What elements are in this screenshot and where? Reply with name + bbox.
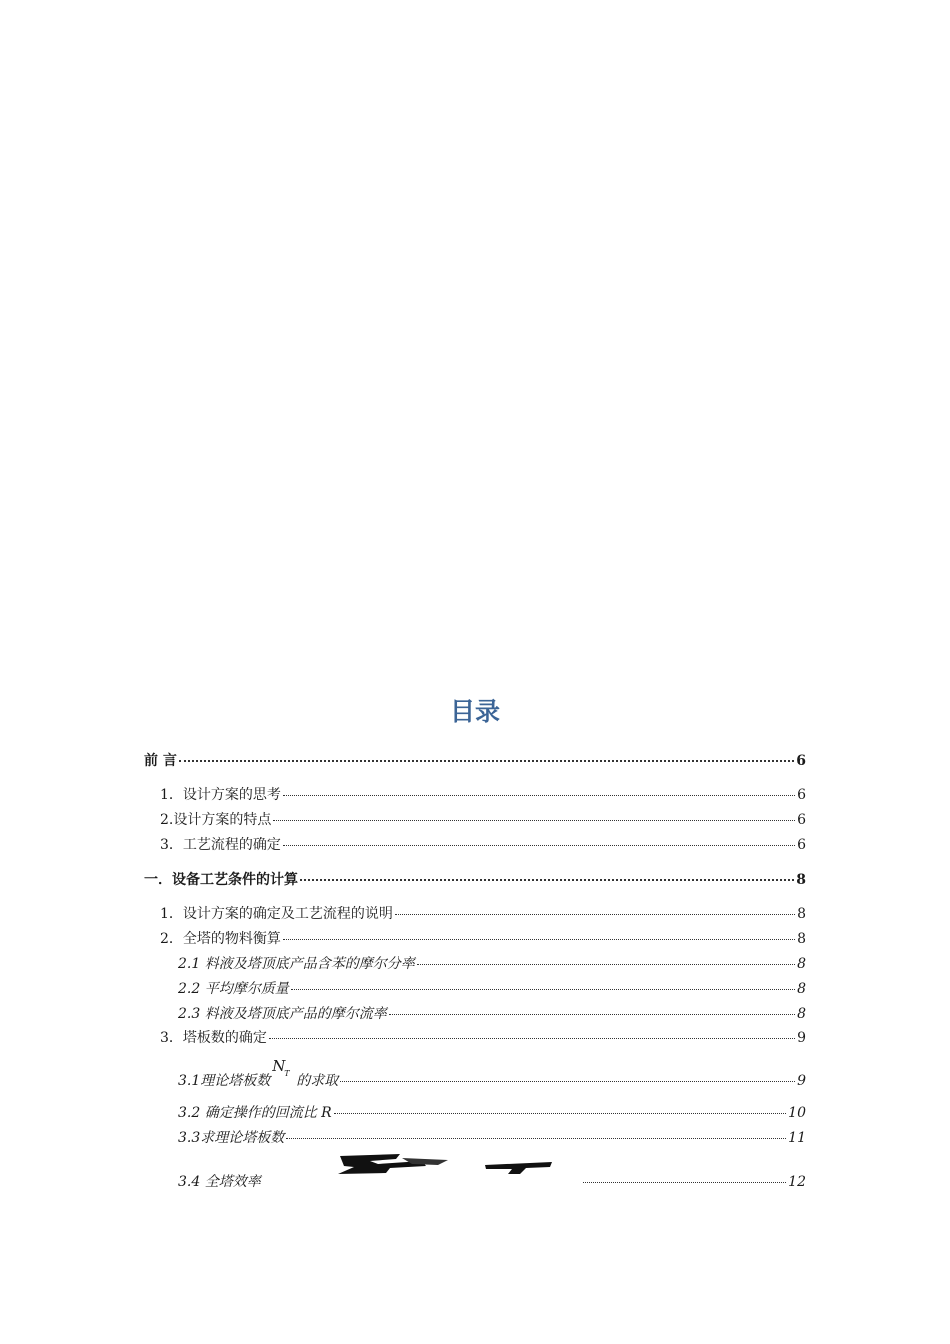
- toc-leader-dots: [417, 964, 795, 965]
- toc-entry-preface[interactable]: [144, 752, 806, 770]
- toc-entry-label: 3.4 全塔效率: [178, 1174, 261, 1190]
- toc-entry-page: 8: [796, 872, 806, 888]
- toc-leader-dots: [340, 1081, 795, 1082]
- toc-title: 目录: [449, 697, 500, 726]
- toc-entry-page: 6: [797, 837, 806, 853]
- toc-entry-label: 3.3求理论塔板数: [178, 1130, 285, 1146]
- toc-entry-label: 3．塔板数的确定: [160, 1030, 267, 1046]
- toc-entry-design-thinking[interactable]: [160, 786, 806, 804]
- toc-entry-process-flow[interactable]: [160, 836, 806, 854]
- toc-entry-chapter-1[interactable]: [144, 871, 806, 889]
- nt-symbol-sub: T: [284, 1069, 290, 1078]
- toc-entry-design-features[interactable]: [160, 811, 806, 829]
- toc-leader-dots: [269, 1038, 795, 1039]
- toc-entry-label: 前 言: [144, 753, 177, 769]
- toc-entry-page: 8: [797, 981, 806, 997]
- toc-entry-label: 2.设计方案的特点: [160, 812, 272, 828]
- toc-leader-dots: [283, 795, 795, 796]
- toc-entry-label: 1．设计方案的思考: [160, 787, 281, 803]
- toc-leader-dots: [273, 820, 795, 821]
- toc-leader-dots: [389, 1014, 795, 1015]
- toc-entry-label-suffix: 的求取: [296, 1073, 339, 1089]
- toc-leader-dots: [583, 1182, 786, 1183]
- toc-entry-label: 一．设备工艺条件的计算: [144, 872, 298, 888]
- toc-entry-2-3[interactable]: [178, 1005, 806, 1023]
- toc-entry-page: 9: [797, 1030, 806, 1046]
- toc-entry-label: 2.2 平均摩尔质量: [178, 981, 289, 997]
- toc-entry-page: 9: [797, 1073, 806, 1089]
- toc-entry-page: 11: [788, 1130, 806, 1146]
- toc-entry-page: 6: [796, 753, 806, 769]
- toc-entry-page: 8: [797, 1006, 806, 1022]
- toc-entry-page: 8: [797, 906, 806, 922]
- toc-entry-2-1[interactable]: [178, 955, 806, 973]
- toc-entry-plate-count[interactable]: [160, 1029, 806, 1047]
- toc-entry-3-1[interactable]: [178, 1057, 806, 1090]
- toc-entry-page: 6: [797, 812, 806, 828]
- toc-entry-label: 2.1 料液及塔顶底产品含苯的摩尔分率: [178, 956, 415, 972]
- nt-symbol-main: N: [272, 1057, 286, 1075]
- toc-leader-dots: [179, 760, 794, 762]
- toc-entry-label: 3.1理论塔板数: [178, 1073, 271, 1089]
- toc-entry-3-4[interactable]: [178, 1173, 806, 1191]
- toc-entry-design-confirm[interactable]: [160, 905, 806, 923]
- toc-entry-2-2[interactable]: [178, 980, 806, 998]
- toc-entry-page: 10: [788, 1105, 806, 1121]
- toc-entry-page: 8: [797, 931, 806, 947]
- toc-leader-dots: [283, 845, 795, 846]
- toc-leader-dots: [286, 1138, 786, 1139]
- toc-entry-3-2[interactable]: [178, 1104, 806, 1122]
- toc-leader-dots: [334, 1113, 786, 1114]
- toc-leader-dots: [291, 989, 795, 990]
- toc-entry-label: 2.3 料液及塔顶底产品的摩尔流率: [178, 1006, 387, 1022]
- toc-entry-label: 2．全塔的物料衡算: [160, 931, 281, 947]
- toc-entry-label: 3.2 确定操作的回流比 R: [178, 1105, 332, 1121]
- toc-entry-label: 3．工艺流程的确定: [160, 837, 281, 853]
- toc-leader-dots: [300, 879, 794, 881]
- toc-entry-page: 12: [788, 1174, 806, 1190]
- toc-entry-3-3[interactable]: [178, 1129, 806, 1147]
- toc-entry-label: 1．设计方案的确定及工艺流程的说明: [160, 906, 393, 922]
- toc-leader-dots: [395, 914, 795, 915]
- toc-entry-page: 6: [797, 787, 806, 803]
- toc-entry-page: 8: [797, 956, 806, 972]
- toc-leader-dots: [283, 939, 795, 940]
- toc-entry-material-balance[interactable]: [160, 930, 806, 948]
